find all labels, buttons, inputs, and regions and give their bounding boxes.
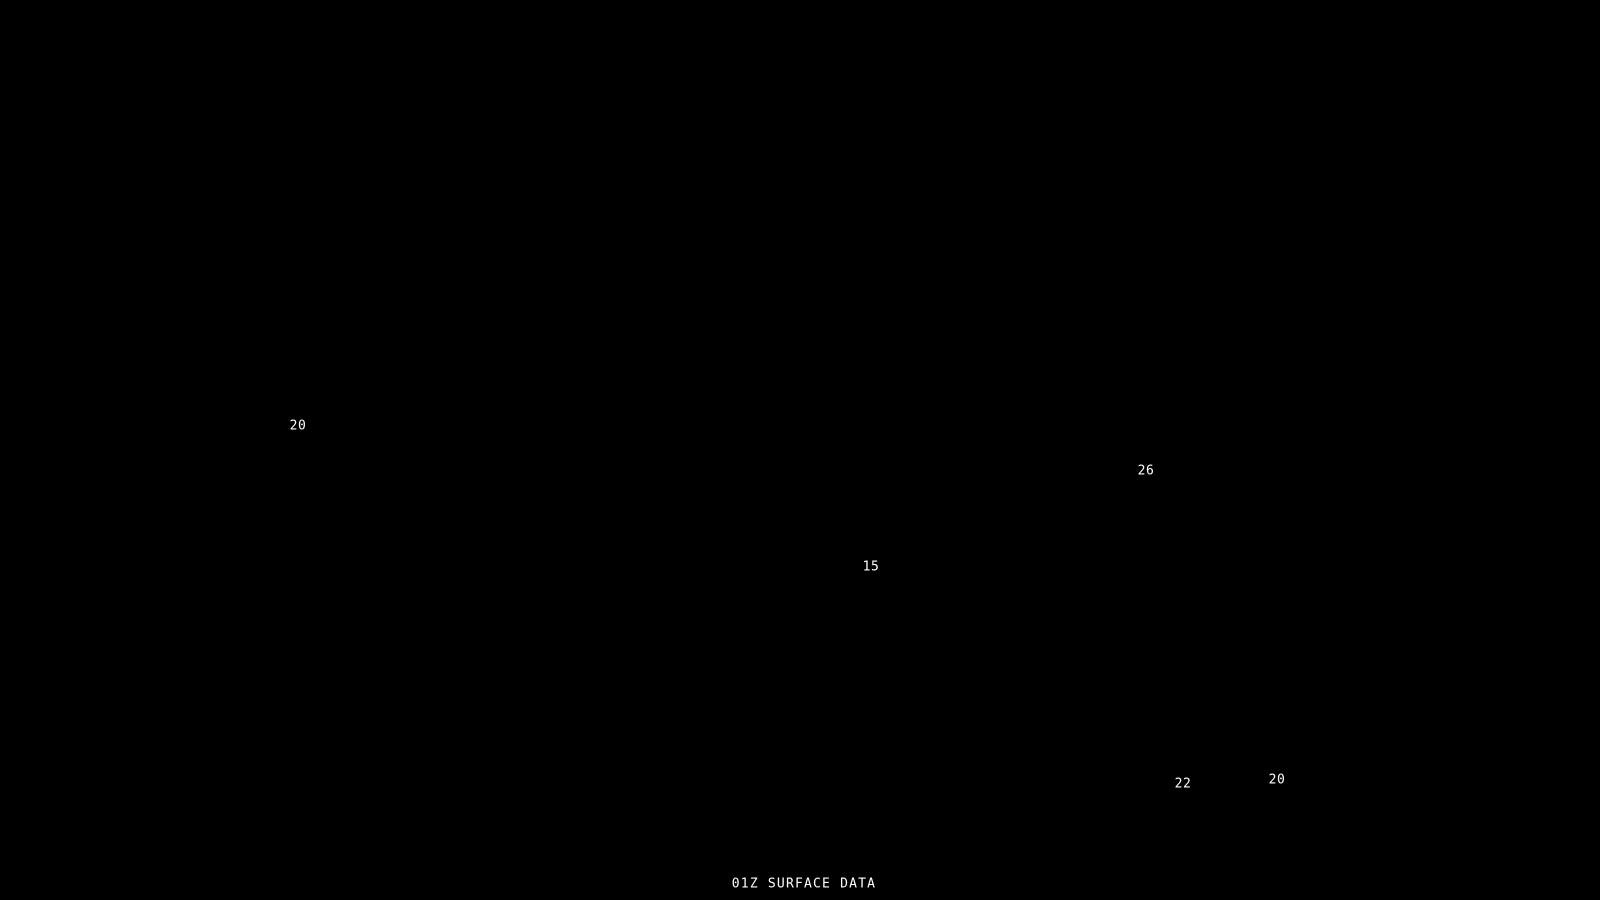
observation-value: 22 (1174, 776, 1192, 792)
observation-value: 20 (1268, 772, 1286, 788)
observation-value: 20 (289, 418, 307, 434)
observation-value: 26 (1137, 463, 1155, 479)
observation-value: 15 (862, 559, 880, 575)
map-caption: 01Z SURFACE DATA (731, 876, 877, 892)
